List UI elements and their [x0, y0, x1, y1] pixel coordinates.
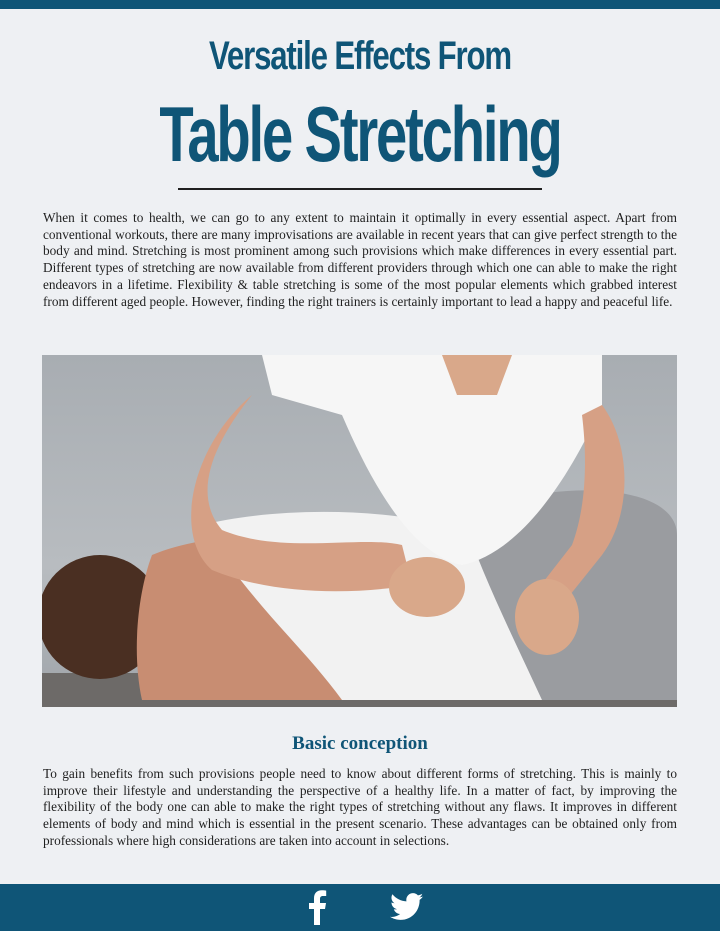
- intro-paragraph: When it comes to health, we can go to any extent to maintain it optimally in every essential aspect. Apart from conventional workouts, there are many improvisations are available in recent years that can give perfect strength to the body and mind. Stretching is most prominent among such provisions which make differences in every essential part. Different types of stretching are now available from different providers through which one can able to make the right endeavors in a lifetime. Flexibility & table stretching is some of the most popular elements which grabbed interest from different aged people. However, finding the right trainers is certainly important to lead a happy and peaceful life.: [43, 210, 677, 309]
- therapist-right-hand: [515, 579, 579, 655]
- footer-bar: [0, 884, 720, 931]
- page-title: Table Stretching: [159, 90, 561, 178]
- twitter-icon[interactable]: [386, 888, 428, 926]
- top-accent-bar: [0, 0, 720, 9]
- section-heading: Basic conception: [292, 733, 428, 754]
- stretching-photo: [42, 355, 677, 707]
- page-subtitle: Versatile Effects From: [208, 34, 512, 78]
- facebook-icon[interactable]: [300, 888, 334, 926]
- title-divider: [178, 188, 542, 190]
- photo-illustration: [42, 355, 677, 707]
- section-paragraph: To gain benefits from such provisions people need to know about different forms of stretching. This is mainly to improve their lifestyle and understanding the perspective of a healthy life. In a matter of fact, by improving the flexibility of the body one can able to make the right types of stretching without any flaws. It improves in different elements of body and mind which is essential in the present scenario. These advantages can be obtained only from professionals where high considerations are taken into account in selections.: [43, 766, 677, 848]
- therapist-left-hand: [389, 557, 465, 617]
